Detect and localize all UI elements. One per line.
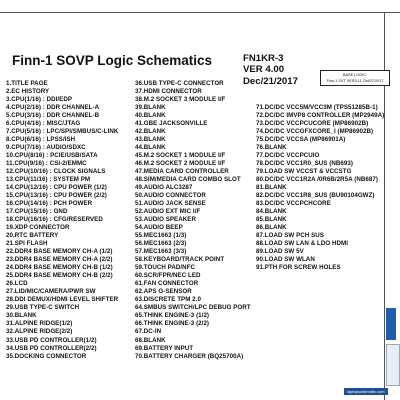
index-entry: 18.CPU(16/16) : CFG/RESERVED	[6, 216, 103, 224]
index-column-3	[256, 104, 384, 272]
index-entry: 42.BLANK	[135, 128, 166, 136]
index-column-1	[6, 80, 118, 361]
index-entry: 31.ALPINE RIDGE(1/2)	[6, 320, 73, 328]
index-entry: 27.LID/MIC/CAMERA/PWR SW	[6, 288, 96, 296]
frame-top-line	[0, 12, 400, 13]
index-entry: 19.XDP CONNECTOR	[6, 224, 70, 232]
lenovo-logo-strip	[386, 308, 396, 340]
index-entry: 63.DISCRETE TPM 2.0	[135, 296, 201, 304]
index-entry: 56.MEC1663 (2/3)	[135, 240, 187, 248]
index-entry: 74.DC/DC VCCGFXCORE_I (MP86902B)	[256, 128, 374, 136]
index-entry: 1.TITLE PAGE	[6, 80, 48, 87]
index-entry: 61.FAN CONNECTOR	[135, 280, 199, 288]
index-entry: 58.KEYBOARD/TRACK POINT	[135, 256, 225, 264]
index-entry: 65.THINK ENGINE-3 (1/2)	[135, 312, 210, 320]
index-entry: 34.USB PD CONTROLLER(2/2)	[6, 344, 97, 352]
index-entry: 70.BATTERY CHARGER (BQ25700A)	[135, 352, 244, 360]
index-entry: 51.AUDIO JACK SENSE	[135, 200, 206, 208]
index-entry: 11.CPU(9/16) : CSI-2/EMMC	[6, 160, 87, 168]
index-entry: 6.CPU(4/16) : MISC/JTAG	[6, 120, 81, 128]
index-entry: 72.DC/DC IMVP8 CONTROLLER (MP2949A)	[256, 112, 385, 120]
index-entry: 32.ALPINE RIDGE(2/2)	[6, 328, 73, 336]
index-entry: 14.CPU(12/16) : CPU POWER (1/2)	[6, 184, 107, 192]
index-entry: 76.BLANK	[256, 144, 287, 152]
index-entry: 77.DC/DC VCCPCUIO	[256, 152, 320, 160]
index-entry: 82.DC/DC VCC1R8_SUS (BU90104GWZ)	[256, 192, 375, 200]
index-entry: 17.CPU(15/16) : GND	[6, 208, 68, 216]
index-entry: 3.CPU(1/16) : DDI/EDP	[6, 96, 73, 104]
index-entry: 60.SCR/FPR/NEC LED	[135, 272, 201, 280]
index-entry: 71.DC/DC VCC5M/VCC3M (TPS51285B-1)	[256, 104, 378, 111]
base-logic-value: Finn-1 SVT VER3.11 Oct/27/2017	[326, 79, 384, 83]
board-code: FN1KR-3	[243, 53, 284, 64]
index-entry: 59.TOUCH PAD/NFC	[135, 264, 196, 272]
index-entry: 73.DC/DC VCCPCUCORE (MP86902B)	[256, 120, 369, 128]
index-entry: 4.CPU(2/16) : DDR CHANNEL-A	[6, 104, 100, 112]
index-entry: 22.DDR4 BASE MEMORY CH-A (1/2)	[6, 248, 113, 256]
site-watermark: laptopschematic.com	[344, 388, 388, 395]
index-entry: 46.M.2 SOCKET 2 MODULE I/F	[135, 160, 226, 168]
index-entry: 37.HDMI CONNECTOR	[135, 88, 202, 96]
index-entry: 78.DC/DC VCC1R0_SUS (NB693)	[256, 160, 353, 168]
base-logic-box	[320, 70, 390, 86]
index-entry: 87.LOAD SW PCH SUS	[256, 232, 324, 240]
index-entry: 9.CPU(7/16) : AUDIO/SDXC	[6, 144, 86, 152]
index-entry: 21.SPI FLASH	[6, 240, 48, 248]
index-entry: 35.DOCKING CONNECTOR	[6, 352, 87, 360]
index-entry: 48.SIM/MEDIA CARD COMBO SLOT	[135, 176, 241, 184]
title-block-panel	[386, 344, 400, 386]
index-entry: 40.BLANK	[135, 112, 166, 120]
index-entry: 52.AUDIO EXT MIC I/F	[135, 208, 201, 216]
index-entry: 86.BLANK	[256, 224, 287, 232]
index-entry: 83.DC/DC VCCPCHCORE	[256, 200, 331, 208]
base-logic-label: BASE LOGIC:	[342, 73, 368, 77]
index-entry: 90.LOAD SW WLAN	[256, 256, 315, 264]
index-entry: 53.AUDIO SPEAKER	[135, 216, 196, 224]
index-entry: 88.LOAD SW LAN & LDO HDMI	[256, 240, 348, 248]
index-entry: 85.BLANK	[256, 216, 287, 224]
index-entry: 66.THINK ENGINE-3 (2/2)	[135, 320, 210, 328]
index-entry: 64.SMBUS SWITCH/LPC DEBUG PORT	[135, 304, 251, 312]
index-entry: 84.BLANK	[256, 208, 287, 216]
index-entry: 54.AUDIO BEEP	[135, 224, 183, 232]
index-entry: 26.LCD	[6, 280, 28, 288]
version-label: VER 4.00	[243, 64, 285, 75]
index-entry: 8.CPU(6/16) : LPSS/ISH	[6, 136, 76, 144]
index-entry: 62.APS G-SENSOR	[135, 288, 192, 296]
index-entry: 45.M.2 SOCKET 1 MODULE I/F	[135, 152, 226, 160]
index-entry: 25.DDR4 BASE MEMORY CH-B (2/2)	[6, 272, 113, 280]
index-entry: 67.DC-IN	[135, 328, 162, 336]
index-entry: 91.PTH FOR SCREW HOLES	[256, 264, 341, 272]
index-entry: 89.LOAD SW 5V	[256, 248, 304, 256]
index-entry: 39.BLANK	[135, 104, 166, 112]
index-entry: 33.USB PD CONTROLLER(1/2)	[6, 336, 97, 344]
index-entry: 16.CPU(14/16) : PCH POWER	[6, 200, 93, 208]
index-entry: 80.DC/DC VCC1R2A /0R6B/2R5A (NB687)	[256, 176, 378, 184]
index-entry: 7.CPU(5/16) : LPC/SPI/SMBUS/C-LINK	[6, 128, 119, 136]
index-entry: 36.USB TYPE-C CONNECTOR	[135, 80, 224, 87]
index-entry: 30.BLANK	[6, 312, 37, 320]
index-column-2	[135, 80, 251, 361]
index-entry: 79.LOAD SW VCCST & VCCSTG	[256, 168, 352, 176]
revision-date: Dec/21/2017	[243, 76, 298, 87]
index-entry: 41.GBE JACKSONVILLE	[135, 120, 208, 128]
index-entry: 55.MEC1663 (1/3)	[135, 232, 187, 240]
index-entry: 69.BATTERY INPUT	[135, 344, 194, 352]
index-entry: 20.RTC BATTERY	[6, 232, 59, 240]
index-entry: 43.BLANK	[135, 136, 166, 144]
index-entry: 13.CPU(11/16) : SYSTEM PM	[6, 176, 91, 184]
index-entry: 38.M.2 SOCKET 3 MODULE I/F	[135, 96, 226, 104]
index-entry: 29.USB TYPE-C SWITCH	[6, 304, 80, 312]
index-entry: 2.EC HISTORY	[6, 88, 50, 96]
index-entry: 44.BLANK	[135, 144, 166, 152]
index-entry: 24.DDR4 BASE MEMORY CH-B (1/2)	[6, 264, 113, 272]
index-entry: 15.CPU(13/16) : CPU POWER (2/2)	[6, 192, 107, 200]
index-entry: 10.CPU(8/16) : PCIE/USB/SATA	[6, 152, 98, 160]
index-entry: 81.BLANK	[256, 184, 287, 192]
index-entry: 23.DDR4 BASE MEMORY CH-A (2/2)	[6, 256, 113, 264]
index-entry: 5.CPU(3/16) : DDR CHANNEL-B	[6, 112, 100, 120]
index-entry: 75.DC/DC VCCSA (MP86901A)	[256, 136, 346, 144]
index-entry: 12.CPU(10/16) : CLOCK SIGNALS	[6, 168, 106, 176]
index-entry: 28.DDI DEMUX/HDMI LEVEL SHIFTER	[6, 296, 119, 304]
index-entry: 49.AUDIO ALC3287	[135, 184, 193, 192]
index-entry: 47.MEDIA CARD CONTROLLER	[135, 168, 229, 176]
page-title: Finn-1 SOVP Logic Schematics	[12, 53, 213, 68]
index-entry: 57.MEC1663 (3/3)	[135, 248, 187, 256]
index-entry: 68.BLANK	[135, 336, 166, 344]
index-entry: 50.AUDIO CONNECTOR	[135, 192, 206, 200]
